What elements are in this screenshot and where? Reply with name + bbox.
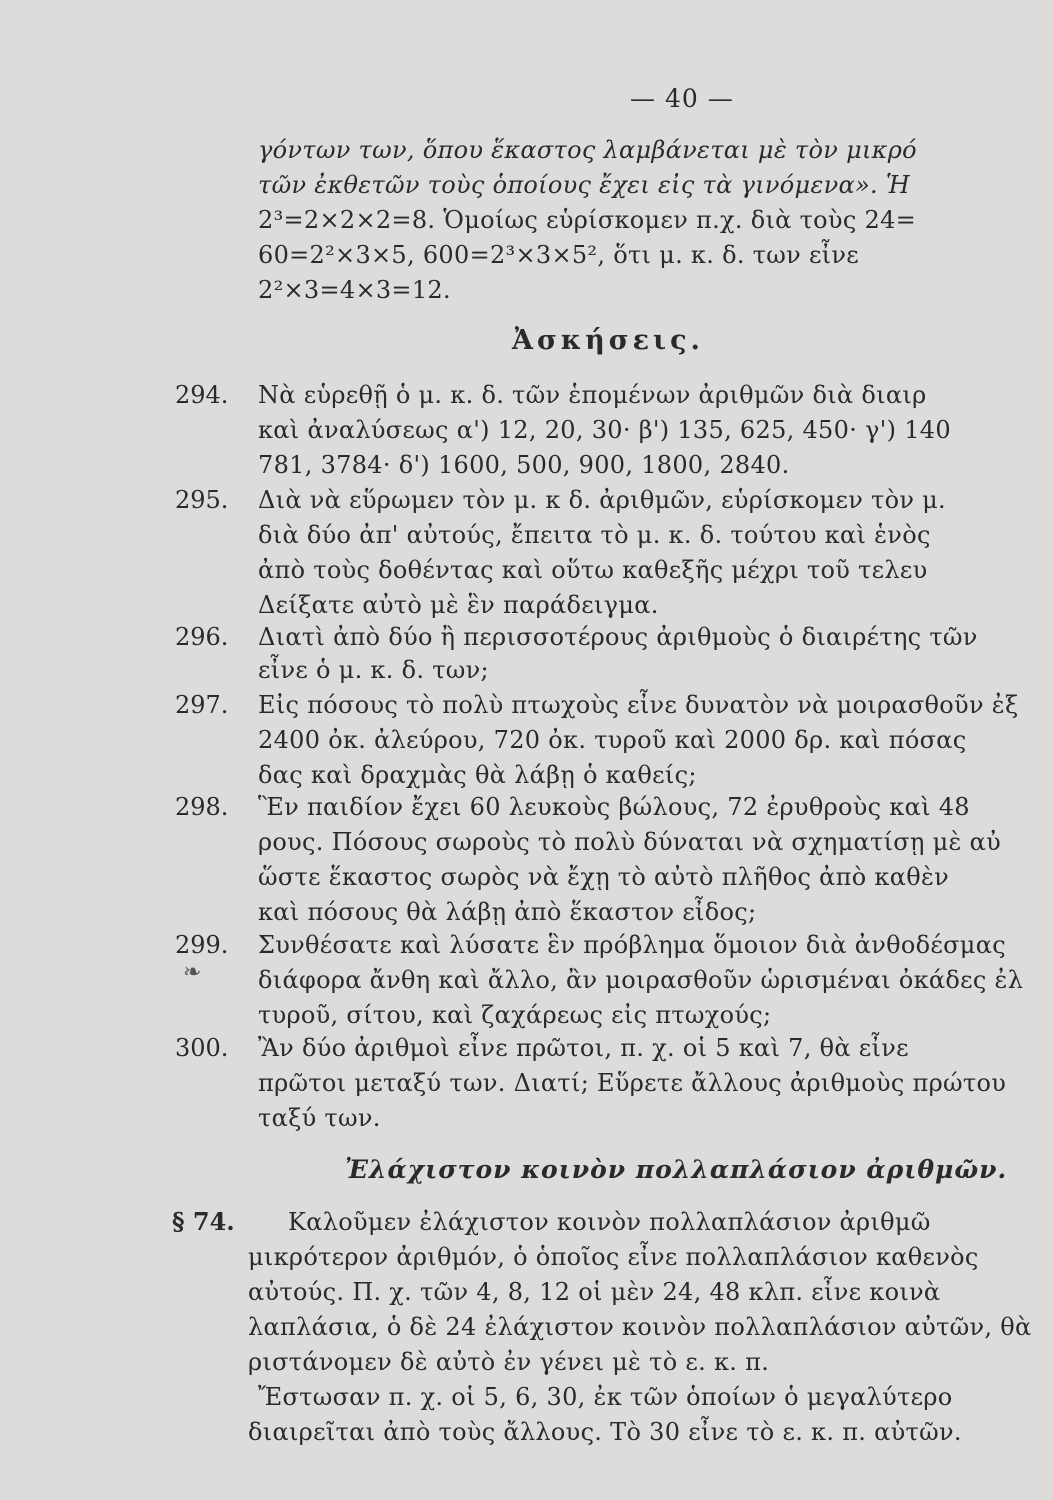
exercise-line: ἀπὸ τοὺς δοθέντας καὶ οὕτω καθεξῆς μέχρι τοῦ τελευ [258,556,928,584]
exercise-number: 300. [175,1034,229,1062]
exercise-line: δας καὶ δραχμὰς θὰ λάβῃ ὁ καθείς; [258,761,697,789]
intro-line: τῶν ἐκθετῶν τοὺς ὁποίους ἔχει εἰς τὰ γινόμενα». Ἡ [258,171,910,199]
exercise-line: καὶ ἀναλύσεως α') 12, 20, 30· β') 135, 625, 450· γ') 140 [258,416,951,444]
exercise-line: ταξύ των. [258,1104,381,1132]
page-number: — 40 — [630,84,734,113]
exercise-line: διάφορα ἄνθη καὶ ἄλλο, ἂν μοιρασθοῦν ὡρισμέναι ὀκάδες ἐλ [258,966,1024,994]
exercise-line: Δείξατε αὐτὸ μὲ ἓν παράδειγμα. [258,591,659,619]
exercise-line: Συνθέσατε καὶ λύσατε ἓν πρόβλημα ὅμοιον διὰ ἀνθοδέσμας [258,931,1006,959]
exercise-line: 2400 ὀκ. ἀλεύρου, 720 ὀκ. τυροῦ καὶ 2000 δρ. καὶ πόσας [258,726,967,754]
section-line: ριστάνομεν δὲ αὐτὸ ἐν γένει μὲ τὸ ε. κ. π. [248,1348,770,1376]
exercise-line: ρους. Πόσους σωροὺς τὸ πολὺ δύναται νὰ σχηματίσῃ μὲ αὐ [258,828,1001,856]
intro-line: γόντων των, ὅπου ἕκαστος λαμβάνεται μὲ τὸν μικρό [258,136,917,164]
section-line: Καλοῦμεν ἐλάχιστον κοινὸν πολλαπλάσιον ἀριθμῶ [288,1208,931,1236]
exercise-line: Διὰ νὰ εὕρωμεν τὸν μ. κ δ. ἀριθμῶν, εὑρίσκομεν τὸν μ. [258,486,946,514]
section-line: διαιρεῖται ἀπὸ τοὺς ἄλλους. Τὸ 30 εἶνε τὸ ε. κ. π. αὐτῶν. [248,1418,962,1446]
exercise-line: Ἂν δύο ἀριθμοὶ εἶνε πρῶτοι, π. χ. οἱ 5 καὶ 7, θὰ εἶνε [258,1034,909,1062]
exercise-line: πρῶτοι μεταξύ των. Διατί; Εὕρετε ἄλλους ἀριθμοὺς πρώτου [258,1069,1007,1097]
exercise-line: Ἓν παιδίον ἔχει 60 λευκοὺς βώλους, 72 ἐρυθροὺς καὶ 48 [258,793,970,821]
ink-mark-icon: ❧ [183,960,202,985]
exercise-number: 296. [175,623,229,651]
intro-line: 60=2²×3×5, 600=2³×3×5², ὅτι μ. κ. δ. των εἶνε [258,241,860,269]
section-line: μικρότερον ἀριθμόν, ὁ ὁποῖος εἶνε πολλαπλάσιον καθενὸς [248,1243,979,1271]
exercise-number: 299. [175,931,229,959]
exercise-line: Διατὶ ἀπὸ δύο ἢ περισσοτέρους ἀριθμοὺς ὁ διαιρέτης τῶν [258,623,978,651]
exercise-line: Εἰς πόσους τὸ πολὺ πτωχοὺς εἶνε δυνατὸν νὰ μοιρασθοῦν ἐξ [258,691,1019,719]
exercise-number: 297. [175,691,229,719]
exercise-line: εἶνε ὁ μ. κ. δ. των; [258,656,489,684]
intro-line: 2³=2×2×2=8. Ὁμοίως εὑρίσκομεν π.χ. διὰ τοὺς 24= [258,206,917,234]
exercise-line: Νὰ εὑρεθῇ ὁ μ. κ. δ. τῶν ἑπομένων ἀριθμῶν διὰ διαιρ [258,381,927,409]
lcm-heading: Ἐλάχιστον κοινὸν πολλαπλάσιον ἀριθμῶν. [345,1155,1008,1184]
section-line: Ἔστωσαν π. χ. οἱ 5, 6, 30, ἐκ τῶν ὁποίων ὁ μεγαλύτερο [258,1383,953,1411]
section-number: § 74. [172,1207,235,1236]
exercise-line: καὶ πόσους θὰ λάβῃ ἀπὸ ἕκαστον εἶδος; [258,898,757,926]
section-line: λαπλάσια, ὁ δὲ 24 ἐλάχιστον κοινὸν πολλαπλάσιον αὐτῶν, θὰ [248,1313,1032,1341]
exercise-number: 294. [175,381,229,409]
exercises-heading: Ἀσκήσεις. [512,325,704,356]
intro-line: 2²×3=4×3=12. [258,276,451,304]
section-line: αὐτούς. Π. χ. τῶν 4, 8, 12 οἱ μὲν 24, 48 κλπ. εἶνε κοινὰ [248,1278,941,1306]
exercise-number: 295. [175,486,229,514]
exercise-line: ὥστε ἕκαστος σωρὸς νὰ ἔχῃ τὸ αὐτὸ πλῆθος ἀπὸ καθὲν [258,863,950,891]
exercise-number: 298. [175,793,229,821]
exercise-line: 781, 3784· δ') 1600, 500, 900, 1800, 2840. [258,451,790,479]
exercise-line: διὰ δύο ἀπ' αὐτούς, ἔπειτα τὸ μ. κ. δ. τούτου καὶ ἑνὸς [258,521,931,549]
exercise-line: τυροῦ, σίτου, καὶ ζαχάρεως εἰς πτωχούς; [258,1001,772,1029]
